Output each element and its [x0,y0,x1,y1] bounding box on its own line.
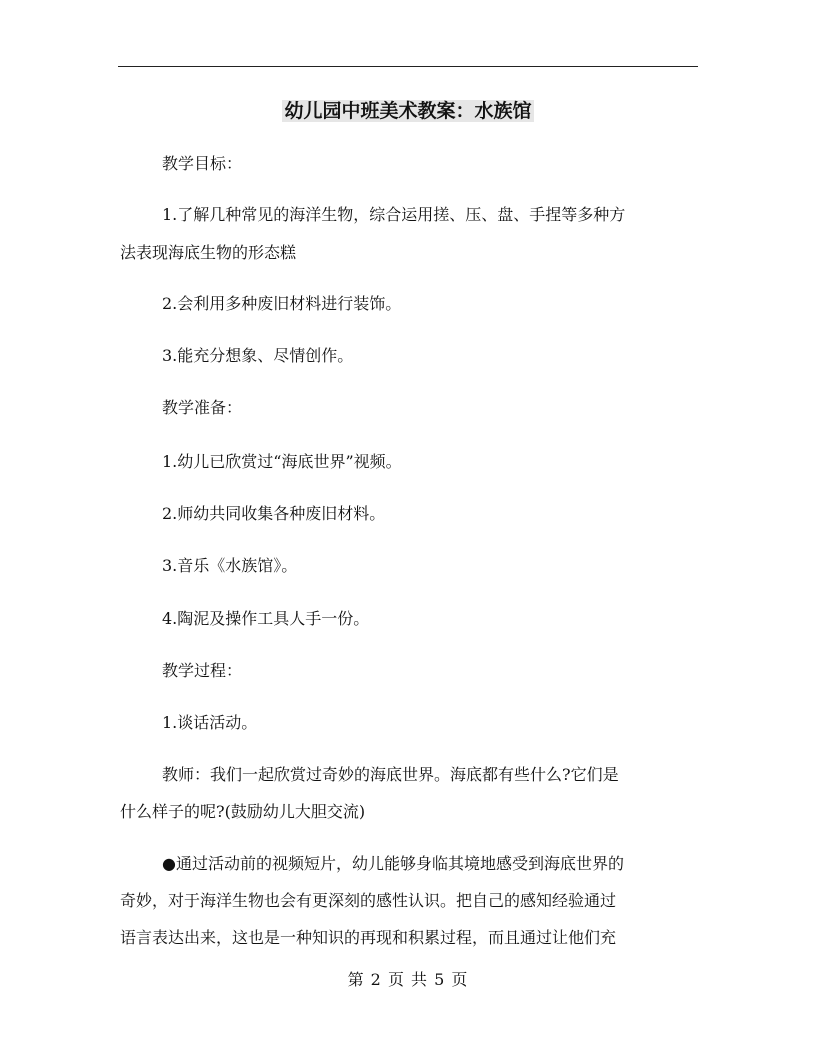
document-title [0,97,816,125]
header-rule [118,66,698,67]
process-1: 1.谈话活动。 [162,713,258,732]
goal-3: 3.能充分想象、尽情创作。 [162,346,354,365]
teacher-line-1: 教师：我们一起欣赏过奇妙的海底世界。海底都有些什么?它们是 [162,765,619,784]
prep-2: 2.师幼共同收集各种废旧材料。 [162,504,386,523]
prep-3: 3.音乐《水族馆》。 [162,556,298,575]
prep-heading: 教学准备： [162,398,243,417]
teacher-line-2: 什么样子的呢?(鼓励幼儿大胆交流) [120,802,366,821]
document-title-text: 幼儿园中班美术教案：水族馆 [284,100,532,122]
note-line-2: 奇妙，对于海洋生物也会有更深刻的感性认识。把自己的感知经验通过 [120,891,617,910]
note-line-3: 语言表达出来，这也是一种知识的再现和积累过程，而且通过让他们充 [120,928,617,947]
note-line-1: ●通过活动前的视频短片，幼儿能够身临其境地感受到海底世界的 [162,854,624,873]
goal-1-line-1: 1.了解几种常见的海洋生物，综合运用搓、压、盘、手捏等多种方 [162,205,626,224]
goal-1-line-2: 法表现海底生物的形态糕 [120,243,297,262]
process-heading: 教学过程： [162,661,243,680]
prep-1: 1.幼儿已欣赏过“海底世界”视频。 [162,452,402,471]
prep-4: 4.陶泥及操作工具人手一份。 [162,609,370,628]
page-footer: 第 2 页 共 5 页 [347,970,469,989]
goals-heading: 教学目标： [162,154,243,173]
goal-2: 2.会利用多种废旧材料进行装饰。 [162,294,402,313]
